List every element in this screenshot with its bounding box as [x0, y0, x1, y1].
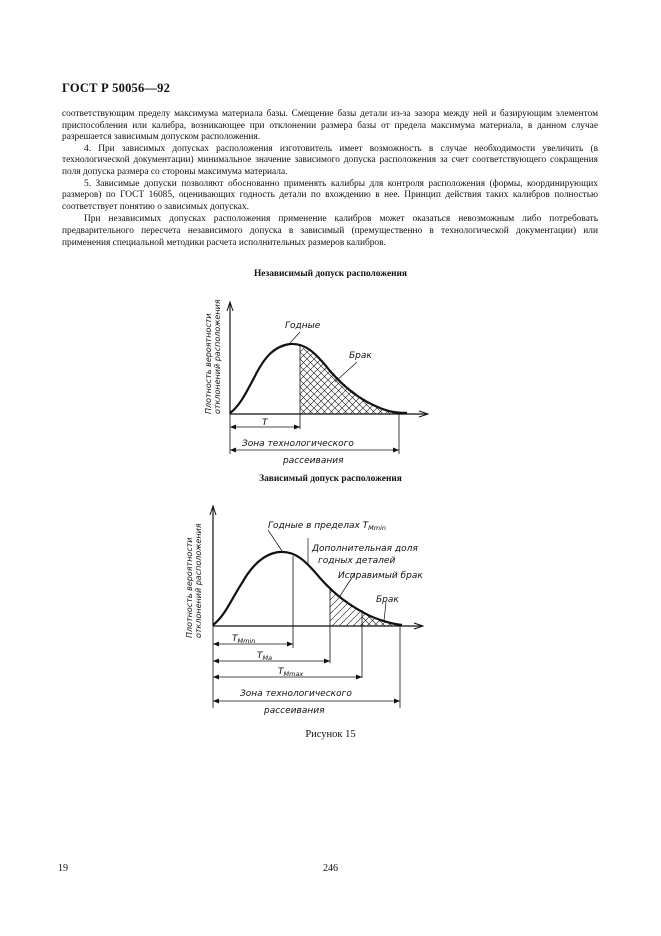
figure1-label-zone-2: рассеивания: [283, 456, 344, 466]
figure-caption: Рисунок 15: [305, 729, 356, 740]
page-number-center: 246: [323, 863, 338, 874]
paragraph-3: 5. Зависимые допуски позволяют обоснованно применять калибры для контроля расположения (формы, координирующих размеров) по ГОСТ 16085, оценивающих годность детали по вхождению в нее. Принцип действия таких калибров полностью соответствует понятию о зависимых допусках.: [62, 178, 598, 212]
figure2-graph: [180, 498, 450, 720]
figure2-title: Зависимый допуск расположения: [259, 474, 402, 484]
figure2-ylabel-2: отклонений расположения: [194, 523, 203, 638]
figure1-graph: [195, 296, 435, 468]
figure2-ylabel-1: Плотность вероятности: [185, 537, 194, 638]
paragraph-1: соответствующим пределу максимума материала базы. Смещение базы детали из-за зазора между ней и базирующим элементом приспособления или калибра, возникающее при отклонении размера базы от предела максимума материала, в данном случае разрешается зависимым допуском расположения.: [62, 109, 598, 143]
paragraph-4: При независимых допусках расположения применение калибров может оказаться невозможным либо потребовать предварительного пересчета независимого допуска в зависимый (премущественно в технологической документации) или применения специальной методики расчета исполнительных размеров калибров.: [62, 214, 598, 248]
figure1-title: Независимый допуск расположения: [254, 269, 407, 279]
document-header: ГОСТ Р 50056—92: [62, 81, 171, 95]
body-text: [62, 109, 598, 249]
figure2-label-t-ma: $T_{Ma}$: [257, 651, 273, 662]
figure1-label-reject: Брак: [349, 351, 372, 361]
figure1-ylabel-2: отклонений расположения: [213, 299, 222, 414]
figure1-label-zone-1: Зона технологического: [242, 439, 354, 449]
figure2-label-reject: Брак: [376, 595, 399, 605]
figure2-label-fixable: Исправимый брак: [338, 571, 423, 581]
figure2-label-good-within: Годные в пределах $T_{Mmin}$: [268, 521, 387, 532]
paragraph-2: 4. При зависимых допусках расположения изготовитель имеет возможность в случае необходимости увеличить (в технологической документации) минимальное значение зависимого допуска расположения за счет соответствующего сокращения поля допуска размера со стороны максимума материала.: [62, 143, 598, 177]
page-number-left: 19: [58, 863, 68, 874]
figure1-ylabel-1: Плотность вероятности: [204, 313, 213, 414]
figure2-label-t-mmin: $T_{Mmin}$: [232, 634, 256, 645]
figure1-label-good: Годные: [285, 321, 321, 331]
figure2-label-additional-2: годных деталей: [318, 556, 396, 566]
figure2-label-t-mmax: $T_{Mmax}$: [278, 667, 304, 678]
figure2-label-additional-1: Дополнительная доля: [312, 544, 418, 554]
figure2-label-zone-2: рассеивания: [264, 706, 325, 716]
figure2-label-zone-1: Зона технологического: [240, 689, 352, 699]
figure1-label-T: T: [262, 418, 268, 428]
